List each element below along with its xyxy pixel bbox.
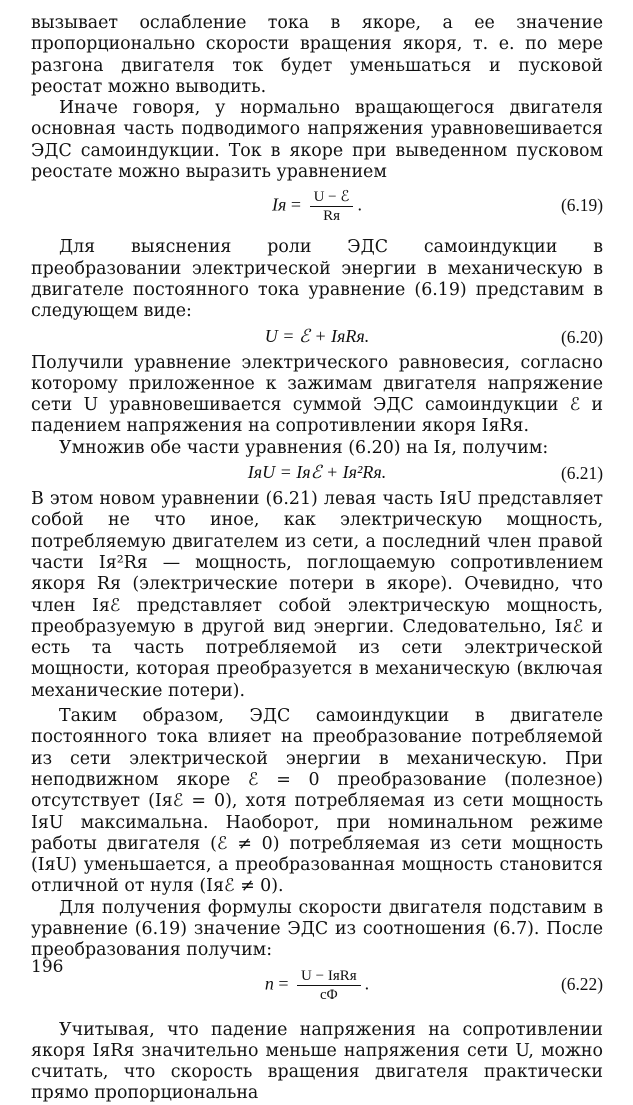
formula-6-22: n = $\frac{\text{U − IяRя}}{c\Phi}$ . (6.22) (264, 967, 603, 1003)
formula-6-22-numerator: U − IяRя (297, 967, 361, 986)
formula-6-21-expression: IяU = Iяℰ + Iя²Rя. (247, 462, 387, 483)
formula-6-22-lhs: n (264, 973, 274, 994)
formula-6-19-lhs: Iя (272, 195, 287, 215)
paragraph-7: Таким образом, ЭДС самоиндукции в двигателе постоянного тока влияет на преобразование потребляемой из сети электрической энергии в механическую. При неподвижном якоре ℰ = 0 преобразование (полезное) отсутствует (Iяℰ = 0), хотя потребляемая из сети мощность IяU максимальна. Наоборот, при номинальном режиме работы двигателя (ℰ ≠ 0) потребляемая из сети мощность (IяU) уменьшается, а преобразованная мощность становится отличной от нуля (Iяℰ ≠ 0). (31, 706, 603, 897)
page-body (31, 0, 603, 1105)
paragraph-9: Учитывая, что падение напряжения на сопротивлении якоря IяRя значительно меньше напряжения сети U, можно считать, что скорость вращения двигателя практически прямо пропорциональна (31, 1019, 603, 1104)
paragraph-6: В этом новом уравнении (6.21) левая часть IяU представляет собой не что иное, как электрическую мощность, потребляемую двигателем из сети, а последний член правой части Iя²Rя — мощность, поглощаемую сопротивлением якоря Rя (электрические потери в якоре). Очевидно, что член Iяℰ представляет собой электрическую мощность, преобразуемую в другой вид энергии. Следовательно, Iяℰ и есть та часть потребляемой из сети электрической мощности, которая преобразуется в механическую (включая механические потери). (31, 489, 603, 701)
formula-6-20-number: (6.20) (560, 326, 603, 347)
formula-6-20 (31, 323, 603, 353)
formula-6-21 (31, 459, 603, 489)
paragraph-4: Получили уравнение электрического равновесия, согласно которому приложенное к зажимам двигателя напряжение сети U уравновешивается суммой ЭДС самоиндукции ℰ и падением напряжения на сопротивлении якоря IяRя. (31, 352, 603, 437)
paragraph-8: Для получения формулы скорости двигателя подставим в уравнение (6.19) значение ЭДС из соотношения (6.7). После преобразования получим: (31, 897, 603, 961)
formula-6-20-expression: U = ℰ + IяRя. (264, 325, 370, 346)
formula-6-19-fraction (310, 188, 354, 225)
formula-6-19: Iя = $\frac{\text{U − ℰ}}{Rя}$ . (6.19) (272, 189, 603, 225)
paragraph-5: Умножив обе части уравнения (6.20) на Iя, получим: (59, 437, 549, 458)
paragraph-1: вызывает ослабление тока в якоре, а ее значение пропорционально скорости вращения якоря, т. е. по мере разгона двигателя ток будет уменьшаться и пусковой реостат можно выводить. (31, 13, 603, 97)
paragraph-3: Для выяснения роли ЭДС самоиндукции в преобразовании электрической энергии в механическую в двигателе постоянного тока уравнение (6.19) представим в следующем виде: (31, 237, 603, 322)
formula-6-22-fraction (297, 967, 361, 1004)
formula-6-22-number: (6.22) (560, 973, 603, 994)
formula-6-19-denominator: Rя (323, 208, 340, 225)
formula-6-19-numerator: U − ℰ (310, 188, 354, 207)
paragraph-2: Иначе говоря, у нормально вращающегося двигателя основная часть подводимого напряжения уравновешивается ЭДС самоиндукции. Ток в якоре при выведенном пусковом реостате можно выразить уравнением (31, 98, 603, 183)
formula-6-19-number: (6.19) (560, 195, 603, 216)
page-number: 196 (31, 957, 64, 977)
formula-6-21-number: (6.21) (560, 463, 603, 484)
formula-6-22-denominator: cΦ (320, 986, 338, 1003)
